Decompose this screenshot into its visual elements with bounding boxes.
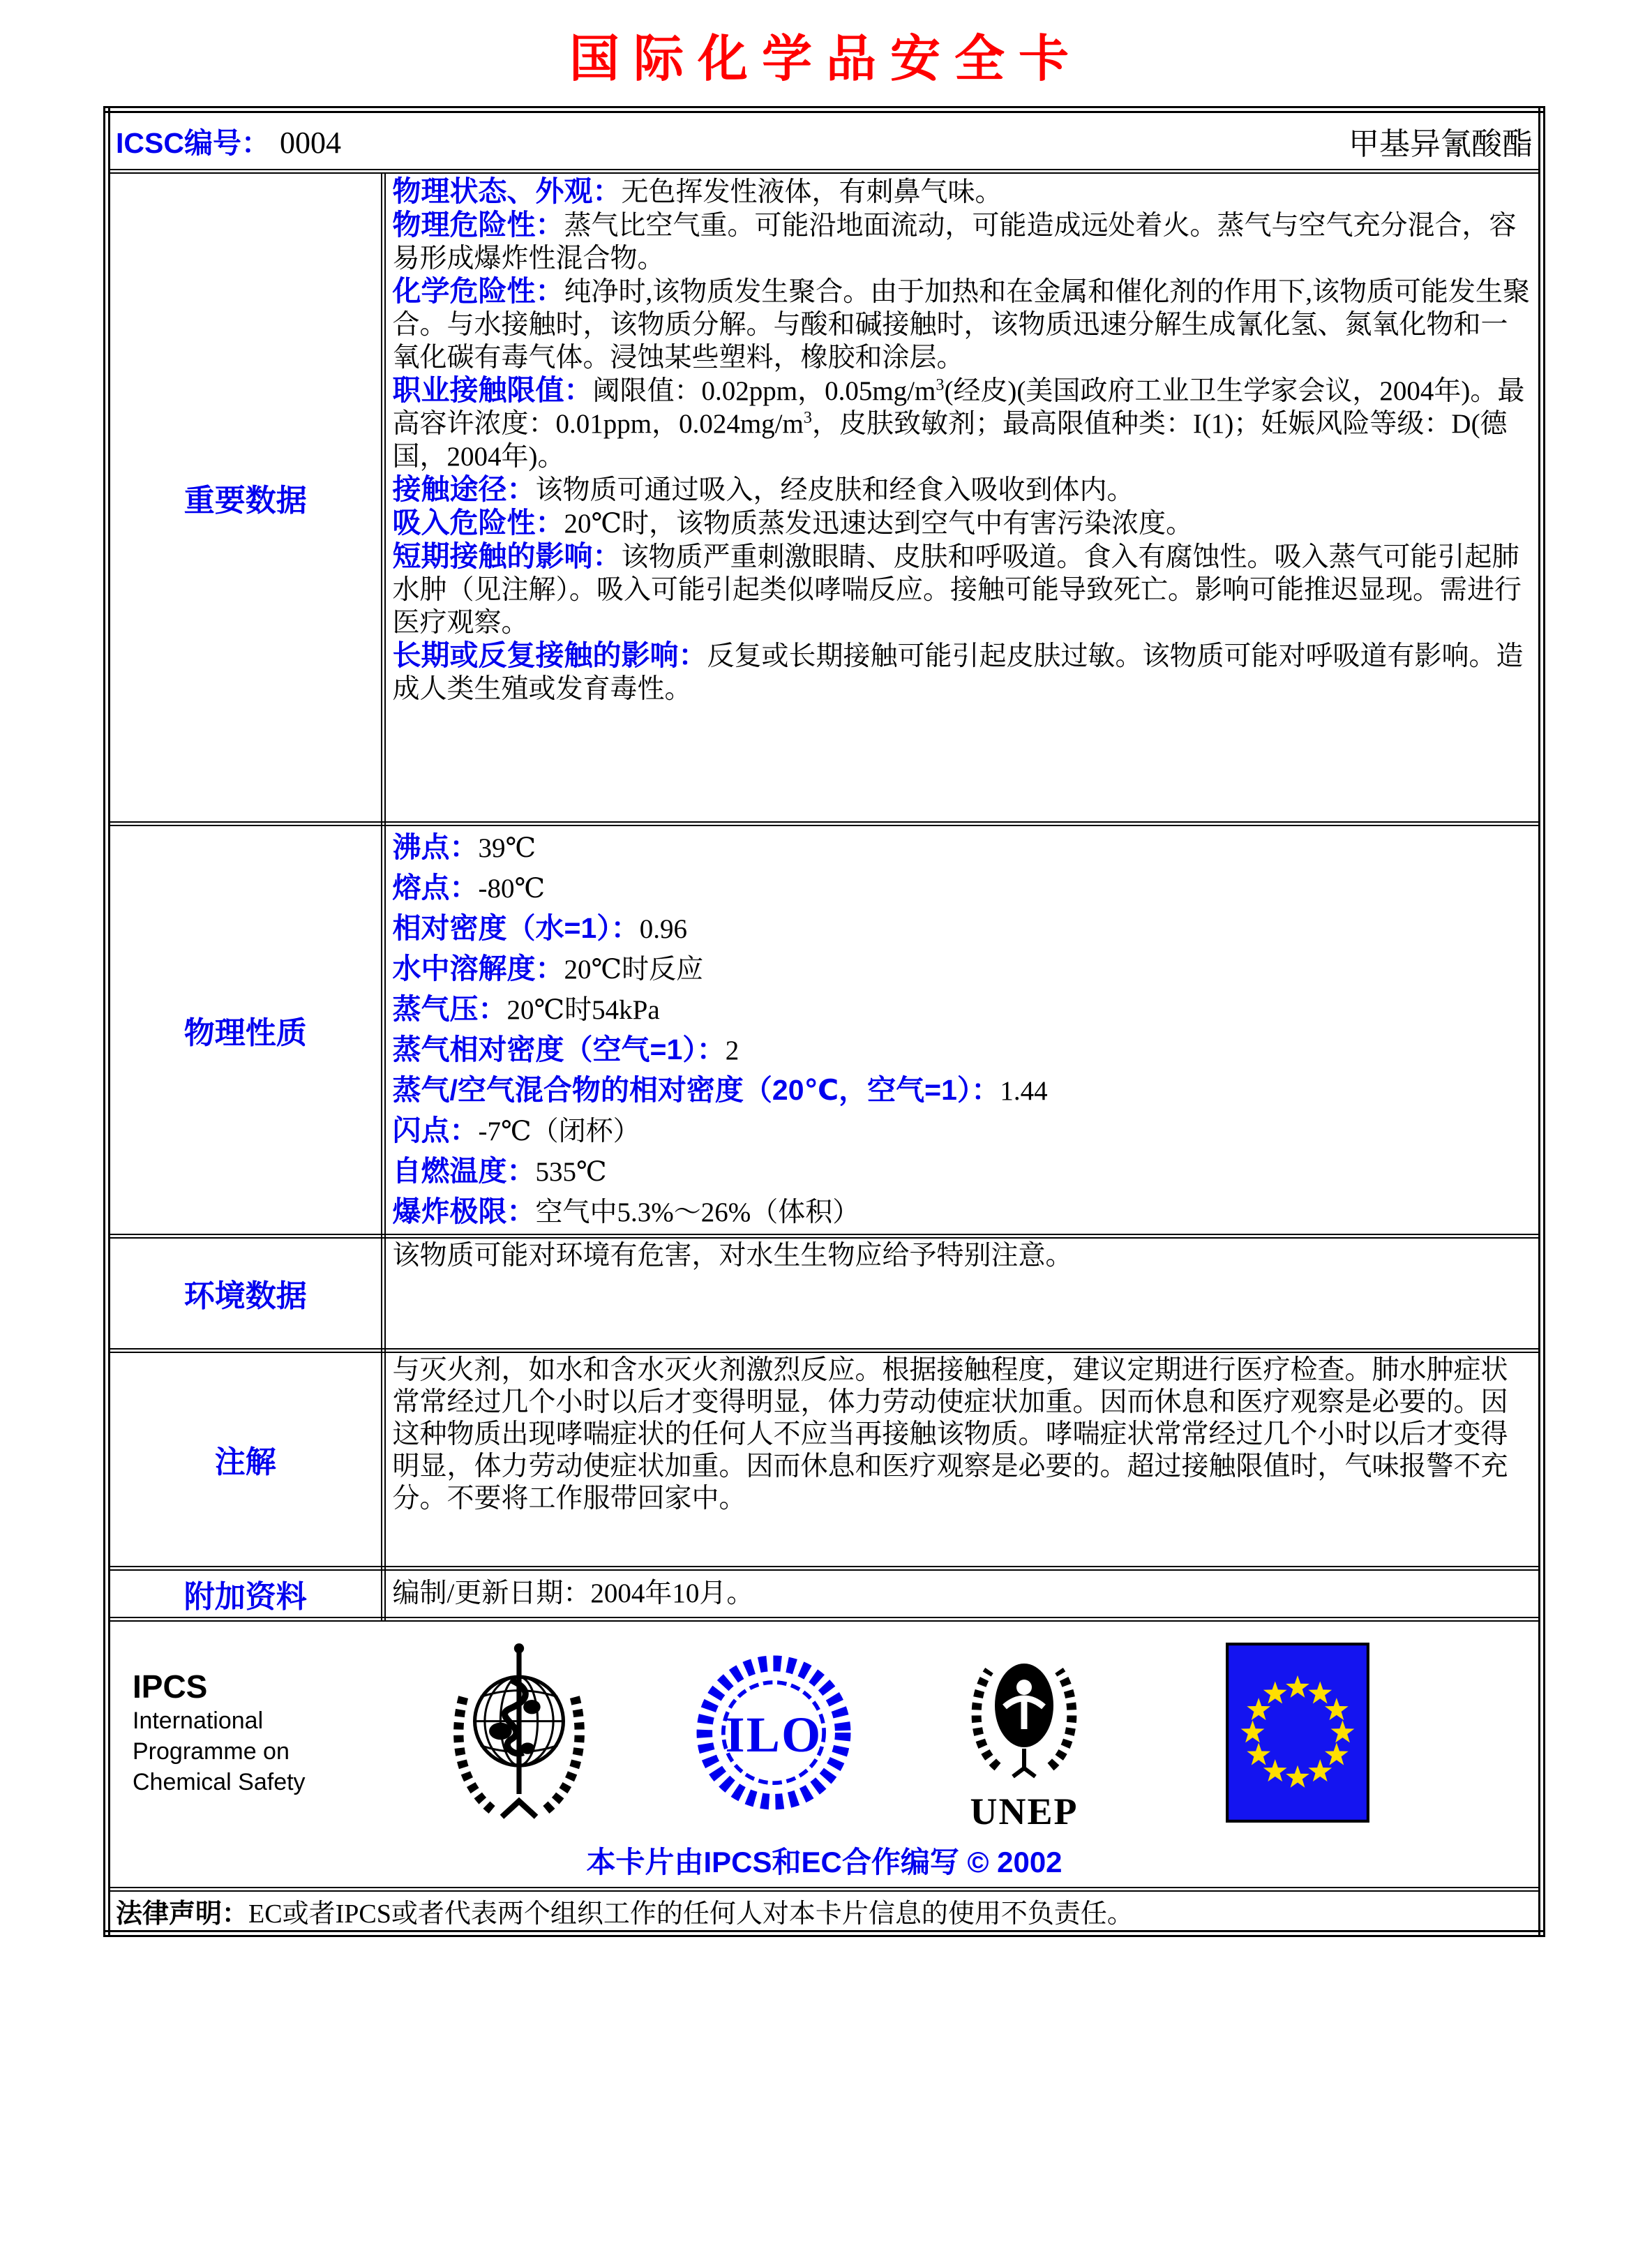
paragraph: 水中溶解度：20℃时反应 <box>392 952 704 985</box>
paragraph: 短期接触的影响：该物质严重刺激眼睛、皮肤和呼吸道。食入有腐蚀性。吸入蒸气可能引起肺水肿（见注解）。吸入可能引起类似哮喘反应。接触可能导致死亡。影响可能推迟显现。需进行医疗观察。 <box>392 539 1522 638</box>
row-important-data <box>107 171 1542 823</box>
section-content-important <box>383 171 1542 823</box>
logos-cell <box>107 1619 1542 1889</box>
row-legal-notice <box>107 1889 1542 1934</box>
who-logo-icon <box>445 1640 593 1825</box>
unep-logo-text: UNEP <box>970 1790 1079 1832</box>
section-content-environment <box>383 1236 1542 1350</box>
header-row <box>107 110 1542 171</box>
ilo-logo-text: ILO <box>725 1706 823 1763</box>
legal-notice-label: 法律声明： <box>116 1899 249 1929</box>
ipcs-title: IPCS <box>133 1668 208 1705</box>
paragraph: 蒸气相对密度（空气=1）：2 <box>392 1033 739 1066</box>
paragraph: 化学危险性：纯净时,该物质发生聚合。由于加热和在金属和催化剂的作用下,该物质可能发生聚合。与水接触时，该物质分解。与酸和碱接触时，该物质迅速分解生成氰化氢、氮氧化物和一氧化碳有毒气体。浸蚀某些塑料，橡胶和涂层。 <box>392 274 1531 373</box>
icsc-number-group <box>116 120 341 161</box>
icsc-number-value: 0004 <box>279 126 341 160</box>
row-physical-properties <box>107 823 1542 1236</box>
section-label-notes: 注解 <box>107 1350 383 1568</box>
icsc-document <box>0 18 1652 1937</box>
eu-flag-icon <box>1225 1642 1370 1823</box>
unep-logo-icon <box>954 1631 1094 1834</box>
section-content-additional <box>383 1568 1542 1619</box>
section-label-important: 重要数据 <box>107 171 383 823</box>
paragraph: 职业接触限值：阈限值：0.02ppm，$0.05mg/m^3$(经皮)(美国政府工业卫生学家会议，2004年)。最高容许浓度：0.01ppm，$0.024mg/m^3$，皮肤致敏剂；最高限值种类：I(1)；妊娠风险等级：D(德国，2004年)。 <box>392 373 1525 472</box>
row-notes <box>107 1350 1542 1568</box>
ilo-logo-icon <box>695 1640 853 1825</box>
paragraph: 蒸气/空气混合物的相对密度（20℃，空气=1）：1.44 <box>392 1073 1048 1106</box>
section-label-environment: 环境数据 <box>107 1236 383 1350</box>
paragraph: 接触途径：该物质可通过吸入，经皮肤和经食入吸收到体内。 <box>392 472 1134 505</box>
page-title: 国际化学品安全卡 <box>569 31 1083 87</box>
paragraph: 爆炸极限：空气中5.3%～26%（体积） <box>392 1195 860 1227</box>
paragraph: 与灭火剂，如水和含水灭火剂激烈反应。根据接触程度，建议定期进行医疗检查。肺水肿症状常常经过几个小时以后才变得明显，体力劳动使症状加重。因而休息和医疗观察是必要的。因这种物质出现哮喘症状的任何人不应当再接触该物质。哮喘症状常常经过几个小时以后才变得明显，体力劳动使症状加重。因而休息和医疗观察是必要的。超过接触限值时，气味报警不充分。不要将工作服带回家中。 <box>392 1354 1508 1514</box>
row-logos <box>107 1619 1542 1889</box>
copyright-caption: 本卡片由IPCS和EC合作编写 © 2002 <box>586 1845 1062 1878</box>
ipcs-logo <box>133 1668 363 1798</box>
icsc-card-table <box>103 106 1545 1937</box>
paragraph: 蒸气压：20℃时54kPa <box>392 992 660 1025</box>
paragraph: 该物质可能对环境有危害，对水生生物应给予特别注意。 <box>392 1240 1073 1271</box>
row-environmental-data <box>107 1236 1542 1350</box>
paragraph: 物理危险性：蒸气比空气重。可能沿地面流动，可能造成远处着火。蒸气与空气充分混合，容易形成爆炸性混合物。 <box>392 208 1517 274</box>
paragraph: 自燃温度：535℃ <box>392 1154 607 1187</box>
paragraph: 沸点：39℃ <box>392 830 536 863</box>
section-content-notes <box>383 1350 1542 1568</box>
legal-notice-text: EC或者IPCS或者代表两个组织工作的任何人对本卡片信息的使用不负责任。 <box>248 1899 1134 1929</box>
ipcs-subtitle: International Programme on Chemical Safety <box>133 1707 306 1795</box>
section-label-additional: 附加资料 <box>107 1568 383 1619</box>
paragraph: 相对密度（水=1）：0.96 <box>392 911 687 944</box>
section-label-physical: 物理性质 <box>107 823 383 1236</box>
icsc-number-label: ICSC编号： <box>116 127 270 160</box>
paragraph: 编制/更新日期：2004年10月。 <box>392 1578 754 1608</box>
paragraph: 吸入危险性：20℃时，该物质蒸发迅速达到空气中有害污染浓度。 <box>392 506 1194 539</box>
paragraph: 长期或反复接触的影响：反复或长期接触可能引起皮肤过敏。该物质可能对呼吸道有影响。造成人类生殖或发育毒性。 <box>392 638 1524 704</box>
section-content-physical <box>383 823 1542 1236</box>
paragraph: 物理状态、外观：无色挥发性液体，有刺鼻气味。 <box>392 174 1003 207</box>
header-cell <box>107 110 1542 171</box>
paragraph: 熔点：-80℃ <box>392 871 546 904</box>
row-additional-information <box>107 1568 1542 1619</box>
paragraph: 闪点：-7℃（闭杯） <box>392 1114 640 1146</box>
legal-cell <box>107 1889 1542 1934</box>
chemical-name: 甲基异氰酸酯 <box>1349 126 1533 161</box>
